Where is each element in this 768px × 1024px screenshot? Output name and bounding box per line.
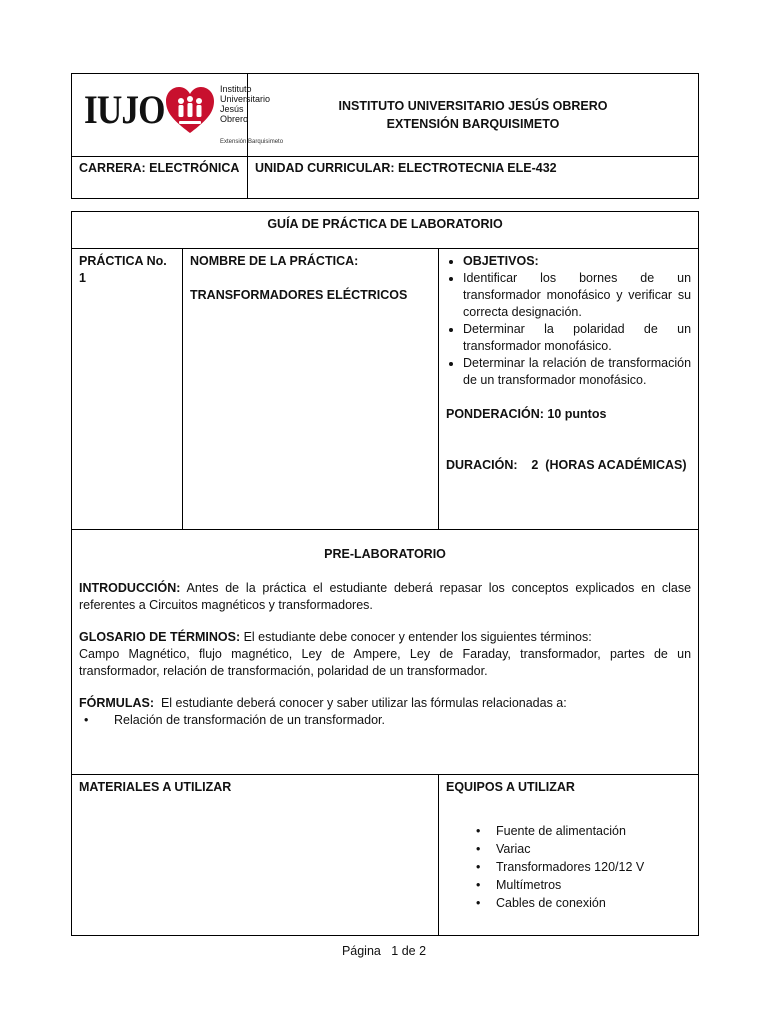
page-number: Página 1 de 2 bbox=[341, 944, 427, 958]
career-cell: CARRERA: ELECTRÓNICA bbox=[72, 157, 248, 199]
institute-name: INSTITUTO UNIVERSITARIO JESÚS OBRERO bbox=[338, 99, 608, 113]
intro-label: INTRODUCCIÓN: bbox=[79, 581, 181, 595]
logo-text: Instituto Universitario Jesús Obrero bbox=[220, 84, 271, 124]
glossary-paragraph bbox=[79, 629, 691, 646]
logo-subtext: Extensión Barquisimeto bbox=[220, 139, 284, 145]
header-table bbox=[71, 73, 699, 199]
equipment-item: • Variac bbox=[496, 840, 691, 858]
glossary-terms: Campo Magnético, flujo magnético, Ley de Ampere, Ley de Faraday, transformador, partes de un transformador, relación de transformación, polaridad de un transformador. bbox=[79, 647, 692, 678]
institute-name-cell bbox=[248, 74, 699, 157]
formulas-text: El estudiante deberá conocer y saber utilizar las fórmulas relacionadas a: bbox=[154, 696, 567, 710]
guide-title: GUÍA DE PRÁCTICA DE LABORATORIO bbox=[72, 212, 699, 249]
intro-text: Antes de la práctica el estudiante deberá repasar los conceptos explicados en clase referentes a Circuitos magnéticos y transformadores. bbox=[79, 581, 692, 612]
glossary-text: El estudiante debe conocer y entender los siguientes términos: bbox=[240, 630, 592, 644]
objective-item: • Identificar los bornes de un transformador monofásico y verificar su correcta designación. bbox=[463, 270, 691, 321]
equipment-item: • Multímetros bbox=[496, 876, 691, 894]
weighting: PONDERACIÓN: 10 puntos bbox=[446, 407, 607, 421]
equipment-item: • Fuente de alimentación bbox=[496, 822, 691, 840]
formulas-list bbox=[79, 712, 691, 729]
equipment-item: • Cables de conexión bbox=[496, 894, 691, 912]
logo-cell bbox=[72, 74, 284, 157]
glossary-label: GLOSARIO DE TÉRMINOS: bbox=[79, 630, 241, 644]
institute-extension: EXTENSIÓN BARQUISIMETO bbox=[386, 117, 560, 131]
practice-number: PRÁCTICA No. 1 bbox=[72, 249, 183, 530]
practice-name-label: NOMBRE DE LA PRÁCTICA: bbox=[190, 254, 359, 268]
course-cell: UNIDAD CURRICULAR: ELECTROTECNIA ELE-432 bbox=[248, 157, 699, 199]
equipment-list bbox=[446, 822, 691, 912]
practice-name-cell bbox=[183, 249, 439, 530]
duration: DURACIÓN: 2 (HORAS ACADÉMICAS) bbox=[446, 458, 687, 472]
equipment-label: EQUIPOS A UTILIZAR bbox=[446, 780, 575, 794]
intro-paragraph bbox=[79, 580, 691, 614]
objectives-list bbox=[446, 253, 691, 389]
equipment-cell bbox=[439, 775, 699, 936]
formula-item: • Relación de transformación de un transformador. bbox=[114, 712, 691, 729]
logo-word: IUJO bbox=[84, 87, 165, 132]
prelab-section bbox=[72, 530, 699, 775]
equipment-item: • Transformadores 120/12 V bbox=[496, 858, 691, 876]
heart-logo-icon bbox=[164, 85, 216, 137]
formulas-label: FÓRMULAS: bbox=[79, 696, 154, 710]
iujo-logo bbox=[84, 82, 284, 148]
prelab-title: PRE-LABORATORIO bbox=[324, 547, 446, 561]
formulas-paragraph bbox=[79, 695, 691, 712]
objectives-label: • OBJETIVOS: bbox=[463, 253, 691, 270]
objectives-cell bbox=[439, 249, 699, 530]
materials-cell: MATERIALES A UTILIZAR bbox=[72, 775, 439, 936]
objective-item: • Determinar la relación de transformación de un transformador monofásico. bbox=[463, 355, 691, 389]
objective-item: • Determinar la polaridad de un transformador monofásico. bbox=[463, 321, 691, 355]
practice-name: TRANSFORMADORES ELÉCTRICOS bbox=[190, 288, 408, 302]
lab-guide-table bbox=[71, 211, 699, 936]
